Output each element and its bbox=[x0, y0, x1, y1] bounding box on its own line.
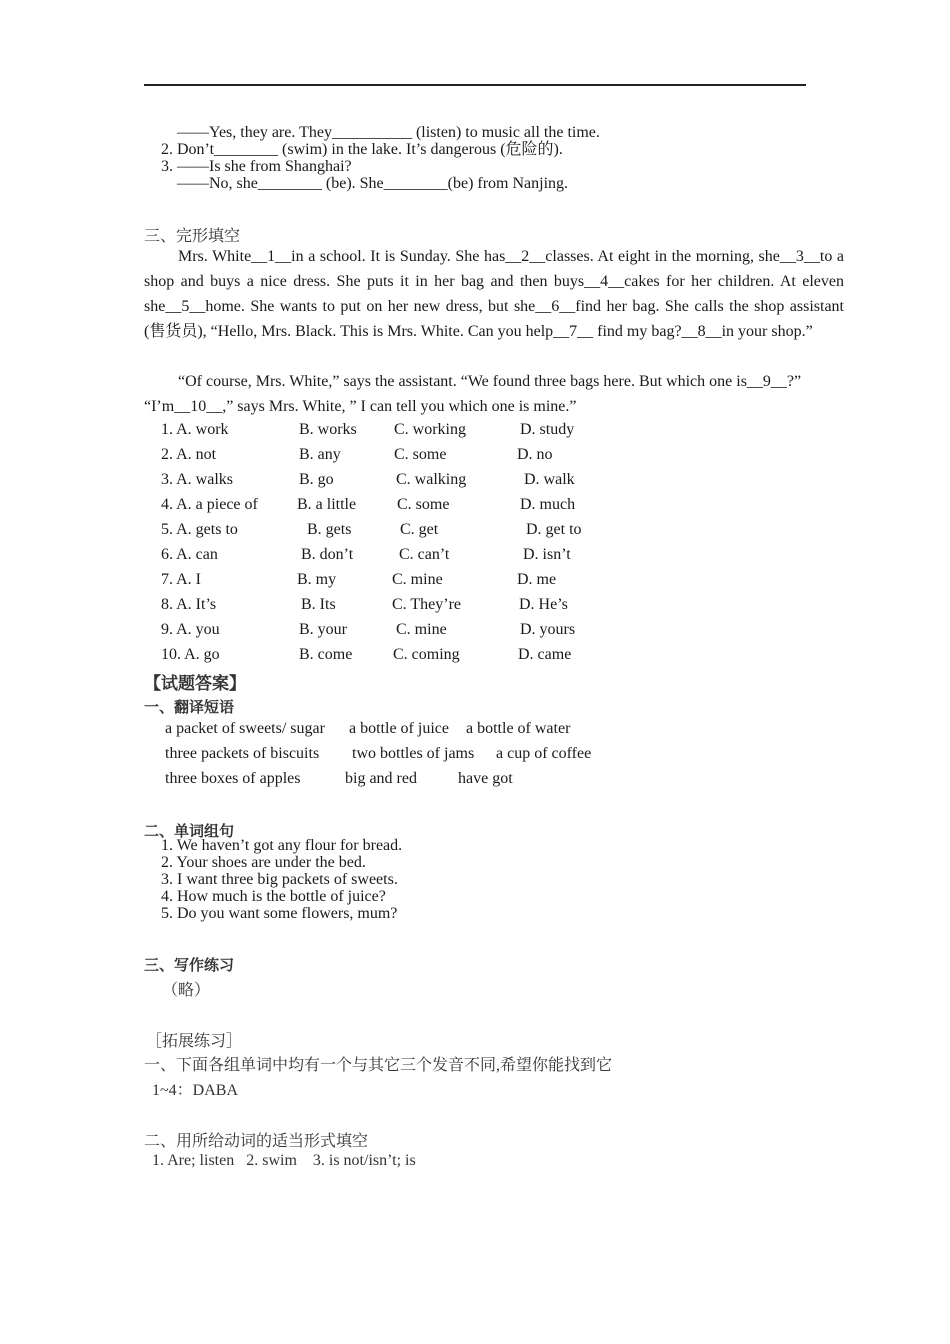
cloze-option-9-A: 9. A. you bbox=[161, 621, 220, 638]
exercise-q3-question: 3. ——Is she from Shanghai? bbox=[161, 158, 352, 175]
cloze-option-7-C: C. mine bbox=[392, 571, 443, 588]
answer-sentence: 3. I want three big packets of sweets. bbox=[161, 871, 398, 888]
cloze-option-5-B: B. gets bbox=[307, 521, 352, 538]
cloze-option-9-D: D. yours bbox=[520, 621, 576, 638]
extension-sec2-title: 二、用所给动词的适当形式填空 bbox=[144, 1133, 369, 1150]
exercise-q3-answer: ——No, she________ (be). She________(be) from Nanjing. bbox=[177, 175, 569, 192]
answer-phrase: two bottles of jams bbox=[352, 745, 475, 762]
cloze-option-2-A: 2. A. not bbox=[161, 446, 217, 463]
answer-phrase: three boxes of apples bbox=[165, 770, 301, 787]
answer-sentence: 2. Your shoes are under the bed. bbox=[161, 854, 366, 871]
cloze-paragraph-2: “Of course, Mrs. White,” says the assistant. “We found three bags here. But which one is__9__?” bbox=[178, 373, 802, 390]
answers-heading: 【试题答案】 bbox=[144, 674, 246, 694]
exercise-q1-answer-line: ——Yes, they are. They__________ (listen) to music all the time. bbox=[177, 124, 600, 141]
answers-sec1-title: 一、翻译短语 bbox=[144, 698, 235, 716]
extension-sec1-answer: 1~4：DABA bbox=[152, 1082, 238, 1099]
cloze-option-1-C: C. working bbox=[394, 421, 466, 438]
cloze-heading: 三、完形填空 bbox=[144, 228, 241, 245]
cloze-option-7-B: B. my bbox=[297, 571, 337, 588]
answer-phrase: have got bbox=[458, 770, 513, 787]
extension-sec1-title: 一、下面各组单词中均有一个与其它三个发音不同,希望你能找到它 bbox=[144, 1057, 613, 1074]
cloze-option-2-C: C. some bbox=[394, 446, 447, 463]
answers-sec3-body: （略） bbox=[162, 982, 211, 999]
answers-sec2-title: 二、单词组句 bbox=[144, 822, 235, 840]
cloze-option-5-C: C. get bbox=[400, 521, 439, 538]
cloze-option-4-B: B. a little bbox=[297, 496, 357, 513]
cloze-option-2-B: B. any bbox=[299, 446, 341, 463]
cloze-option-5-A: 5. A. gets to bbox=[161, 521, 238, 538]
cloze-option-4-D: D. much bbox=[520, 496, 576, 513]
cloze-option-6-B: B. don’t bbox=[301, 546, 354, 563]
header-rule bbox=[144, 84, 806, 86]
cloze-option-1-A: 1. A. work bbox=[161, 421, 229, 438]
cloze-option-9-B: B. your bbox=[299, 621, 347, 638]
cloze-option-3-D: D. walk bbox=[524, 471, 575, 488]
cloze-option-10-D: D. came bbox=[518, 646, 572, 663]
cloze-option-4-C: C. some bbox=[397, 496, 450, 513]
cloze-option-8-B: B. Its bbox=[301, 596, 336, 613]
cloze-option-7-D: D. me bbox=[517, 571, 557, 588]
answer-sentence: 4. How much is the bottle of juice? bbox=[161, 888, 386, 905]
cloze-option-1-D: D. study bbox=[520, 421, 575, 438]
exercise-q2: 2. Don’t________ (swim) in the lake. It’s dangerous (危险的). bbox=[161, 141, 563, 158]
cloze-option-6-C: C. can’t bbox=[399, 546, 450, 563]
cloze-option-9-C: C. mine bbox=[396, 621, 447, 638]
extension-heading: ［拓展练习］ bbox=[146, 1033, 243, 1050]
answer-phrase: big and red bbox=[345, 770, 417, 787]
cloze-option-3-A: 3. A. walks bbox=[161, 471, 233, 488]
cloze-option-6-D: D. isn’t bbox=[523, 546, 571, 563]
answer-phrase: a bottle of water bbox=[466, 720, 571, 737]
cloze-option-8-D: D. He’s bbox=[519, 596, 568, 613]
cloze-option-7-A: 7. A. I bbox=[161, 571, 201, 588]
cloze-option-6-A: 6. A. can bbox=[161, 546, 218, 563]
extension-sec2-answer: 1. Are; listen 2. swim 3. is not/isn’t; is bbox=[152, 1152, 416, 1169]
cloze-option-2-D: D. no bbox=[517, 446, 553, 463]
cloze-option-5-D: D. get to bbox=[526, 521, 582, 538]
answers-sec3-title: 三、写作练习 bbox=[144, 956, 235, 974]
answer-phrase: a bottle of juice bbox=[349, 720, 449, 737]
answer-sentence: 5. Do you want some flowers, mum? bbox=[161, 905, 398, 922]
answer-phrase: three packets of biscuits bbox=[165, 745, 320, 762]
cloze-option-10-A: 10. A. go bbox=[161, 646, 220, 663]
cloze-option-4-A: 4. A. a piece of bbox=[161, 496, 258, 513]
answer-phrase: a cup of coffee bbox=[496, 745, 592, 762]
cloze-option-1-B: B. works bbox=[299, 421, 357, 438]
cloze-option-3-C: C. walking bbox=[396, 471, 467, 488]
answer-phrase: a packet of sweets/ sugar bbox=[165, 720, 325, 737]
answer-sentence: 1. We haven’t got any flour for bread. bbox=[161, 837, 403, 854]
cloze-paragraph-3: “I’m__10__,” says Mrs. White, ” I can tell you which one is mine.” bbox=[144, 398, 577, 415]
cloze-option-8-C: C. They’re bbox=[392, 596, 462, 613]
cloze-option-10-B: B. come bbox=[299, 646, 353, 663]
cloze-option-10-C: C. coming bbox=[393, 646, 460, 663]
cloze-paragraph-1: Mrs. White__1__in a school. It is Sunday. She has__2__classes. At eight in the morning, she__3__to a shop and buys a nice dress. She puts it in her bag and then buys__4__cakes for her children. At eleven she__5__home. She wants to put on her new dress, but she__6__find her bag. She calls the shop assistant (售货员), “Hello, Mrs. Black. This is Mrs. White. Can you help__7__ find my bag?__8__in your shop.” bbox=[144, 248, 844, 340]
cloze-option-8-A: 8. A. It’s bbox=[161, 596, 217, 613]
cloze-option-3-B: B. go bbox=[299, 471, 334, 488]
